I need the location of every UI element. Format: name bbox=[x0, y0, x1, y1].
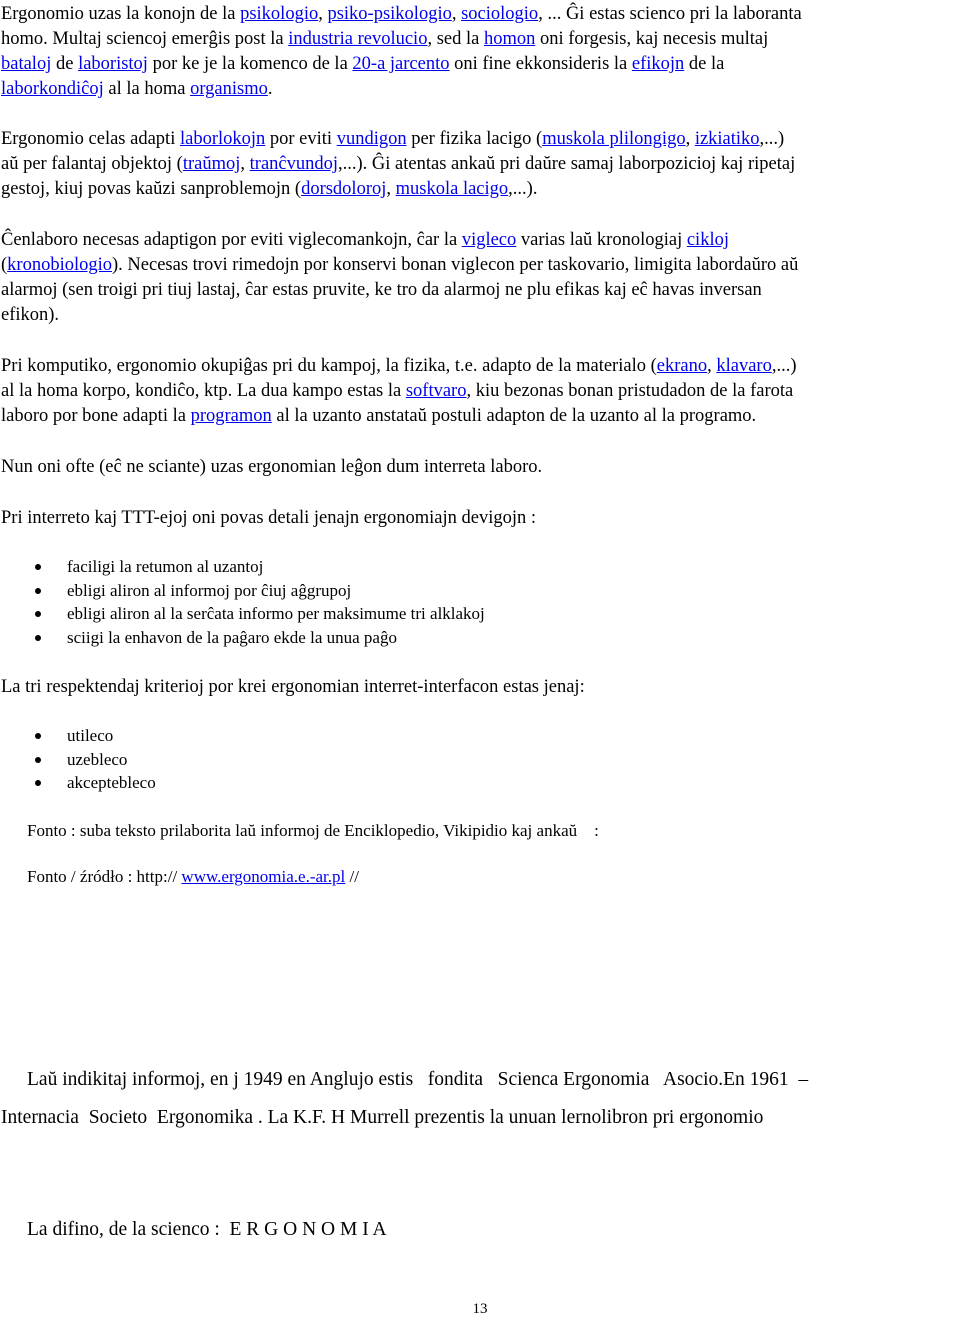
text-line bbox=[1, 253, 953, 278]
inline-link[interactable]: tranĉvundoj bbox=[249, 154, 339, 174]
text-run: ,...). Ĝi atentas ankaŭ pri daŭre samaj laborpozicioj kaj ripetaj bbox=[338, 154, 796, 174]
text-line bbox=[1, 127, 953, 152]
inline-link[interactable]: ekrano bbox=[656, 356, 708, 376]
text-run: Ergonomio celas adapti bbox=[1, 129, 180, 149]
text-run: ,...) bbox=[771, 356, 797, 376]
paragraph-6 bbox=[1, 506, 953, 531]
list-item: uzebleco bbox=[30, 748, 156, 772]
inline-link[interactable]: kronobiologio bbox=[7, 255, 113, 275]
text-run: ). Necesas trovi rimedojn por konservi bonan viglecon per taskovario, limigita labordaŭro aŭ bbox=[112, 255, 799, 275]
text-run: oni fine ekkonsideris la bbox=[449, 54, 632, 74]
source-note-url bbox=[27, 866, 359, 888]
text-line bbox=[1, 152, 953, 177]
text-run: , bbox=[451, 4, 462, 24]
list-item: faciligi la retumon al uzantoj bbox=[30, 555, 485, 579]
inline-link[interactable]: bataloj bbox=[1, 54, 52, 74]
text-run: Nun oni ofte (eĉ ne sciante) uzas ergonomian leĝon dum interreta laboro. bbox=[1, 457, 543, 477]
text-line bbox=[1, 303, 953, 328]
inline-link[interactable]: industria revolucio bbox=[288, 29, 428, 49]
source-link[interactable]: www.ergonomia.e.-ar.pl bbox=[181, 867, 346, 886]
text-run: ( bbox=[1, 255, 8, 275]
text-run: , bbox=[318, 4, 328, 24]
source-note: Fonto : suba teksto prilaborita laŭ informoj de Enciklopedio, Vikipidio kaj ankaŭ : bbox=[27, 821, 599, 840]
inline-link[interactable]: muskola lacigo bbox=[395, 179, 509, 199]
inline-link[interactable]: vigleco bbox=[461, 230, 517, 250]
inline-link[interactable]: laborlokojn bbox=[179, 129, 266, 149]
inline-link[interactable]: efikojn bbox=[631, 54, 685, 74]
text-run: ,...) bbox=[759, 129, 785, 149]
inline-link[interactable]: programon bbox=[190, 406, 272, 426]
inline-link[interactable]: izkiatiko bbox=[694, 129, 760, 149]
paragraph-2 bbox=[1, 127, 953, 202]
text-line bbox=[1, 455, 953, 480]
text-run: al la homa korpo, kondiĉo, ktp. La dua kampo estas la bbox=[1, 381, 406, 401]
inline-link[interactable]: traŭmoj bbox=[182, 154, 241, 174]
requirements-list bbox=[30, 555, 485, 649]
text-run: gestoj, kiuj povas kaŭzi sanproblemojn ( bbox=[1, 179, 302, 199]
text-line bbox=[1, 52, 953, 77]
text-run: , bbox=[685, 129, 695, 149]
source-suffix: // bbox=[345, 867, 359, 886]
text-run: de la bbox=[684, 54, 725, 74]
inline-link[interactable]: psikologio bbox=[240, 4, 319, 24]
text-line bbox=[1, 506, 953, 531]
text-run: , bbox=[240, 154, 250, 174]
text-run: . bbox=[267, 79, 273, 99]
text-run: oni forgesis, kaj necesis multaj bbox=[535, 29, 769, 49]
text-run: , bbox=[386, 179, 396, 199]
history-line-2: Internacia Societo Ergonomika . La K.F. H Murrell prezentis la unuan lernolibron pri ergonomio bbox=[1, 1107, 764, 1128]
inline-link[interactable]: klavaro bbox=[716, 356, 772, 376]
inline-link[interactable]: psiko-psikologio bbox=[327, 4, 452, 24]
text-run: ,...). bbox=[508, 179, 538, 199]
inline-link[interactable]: laborkondiĉoj bbox=[1, 79, 104, 99]
page-number: 13 bbox=[472, 1301, 488, 1317]
inline-link[interactable]: sociologio bbox=[461, 4, 539, 24]
list-item: sciigi la enhavon de la paĝaro ekde la unua paĝo bbox=[30, 626, 485, 650]
paragraph-5 bbox=[1, 455, 953, 480]
list-item: utileco bbox=[30, 724, 156, 748]
text-run: efikon). bbox=[1, 305, 60, 325]
text-run: por ke je la komenco de la bbox=[147, 54, 353, 74]
inline-link[interactable]: organismo bbox=[190, 79, 268, 99]
text-run: Pri interreto kaj TTT-ejoj oni povas detali jenajn ergonomiajn devigojn : bbox=[1, 508, 537, 528]
text-line bbox=[1, 404, 953, 429]
text-run: homo. Multaj sciencoj emerĝis post la bbox=[1, 29, 289, 49]
text-run: varias laŭ kronologiaj bbox=[516, 230, 687, 250]
inline-link[interactable]: laboristoj bbox=[78, 54, 148, 74]
text-line bbox=[1, 675, 953, 700]
text-run: La tri respektendaj kriterioj por krei ergonomian interret-interfacon estas jenaj: bbox=[1, 677, 585, 697]
text-line bbox=[1, 177, 953, 202]
text-run: aŭ per falantaj objektoj ( bbox=[1, 154, 183, 174]
text-run: , bbox=[707, 356, 717, 376]
history-line-1: Laŭ indikitaj informoj, en j 1949 en Anglujo estis fondita Scienca Ergonomia Asocio.En 1961 – bbox=[27, 1069, 809, 1090]
paragraph-3 bbox=[1, 228, 953, 328]
inline-link[interactable]: 20-a jarcento bbox=[352, 54, 450, 74]
list-item: ebligi aliron al informoj por ĉiuj aĝgrupoj bbox=[30, 579, 485, 603]
inline-link[interactable]: muskola plilongigo bbox=[542, 129, 686, 149]
criteria-list bbox=[30, 724, 156, 795]
text-run: por eviti bbox=[265, 129, 337, 149]
inline-link[interactable]: dorsdoloroj bbox=[301, 179, 387, 199]
text-run: , ... Ĝi estas scienco pri la laboranta bbox=[538, 4, 802, 24]
text-run: laboro por bone adapti la bbox=[1, 406, 191, 426]
text-line bbox=[1, 278, 953, 303]
text-line bbox=[1, 27, 953, 52]
text-run: , sed la bbox=[427, 29, 484, 49]
text-run: Pri komputiko, ergonomio okupiĝas pri du kampoj, la fizika, t.e. adapto de la materialo ( bbox=[1, 356, 657, 376]
source-prefix: Fonto / źródło : http:// bbox=[27, 867, 182, 886]
text-run: Ĉenlaboro necesas adaptigon por eviti viglecomankojn, ĉar la bbox=[1, 230, 462, 250]
text-run: de bbox=[51, 54, 79, 74]
text-line bbox=[1, 2, 953, 27]
definition-line: La difino, de la scienco : E R G O N O M I A bbox=[27, 1219, 387, 1240]
paragraph-7 bbox=[1, 675, 953, 700]
inline-link[interactable]: vundigon bbox=[336, 129, 407, 149]
list-item: ebligi aliron al la serĉata informo per maksimume tri alklakoj bbox=[30, 602, 485, 626]
text-run: al la uzanto anstataŭ postuli adapton de la uzanto al la programo. bbox=[271, 406, 757, 426]
text-line bbox=[1, 379, 953, 404]
inline-link[interactable]: cikloj bbox=[686, 230, 729, 250]
paragraph-1 bbox=[1, 2, 953, 102]
text-line bbox=[1, 77, 953, 102]
paragraph-4 bbox=[1, 354, 953, 429]
text-run: Ergonomio uzas la konojn de la bbox=[1, 4, 241, 24]
text-run: per fizika lacigo ( bbox=[406, 129, 543, 149]
text-run: al la homa bbox=[103, 79, 191, 99]
text-line bbox=[1, 228, 953, 253]
text-run: , kiu bezonas bonan pristudadon de la farota bbox=[466, 381, 794, 401]
inline-link[interactable]: homon bbox=[483, 29, 536, 49]
text-line bbox=[1, 354, 953, 379]
list-item: akceptebleco bbox=[30, 771, 156, 795]
inline-link[interactable]: softvaro bbox=[405, 381, 467, 401]
text-run: alarmoj (sen troigi pri tiuj lastaj, ĉar estas pruvite, ke tro da alarmoj ne plu efikas kaj eĉ havas inversan bbox=[1, 280, 762, 300]
